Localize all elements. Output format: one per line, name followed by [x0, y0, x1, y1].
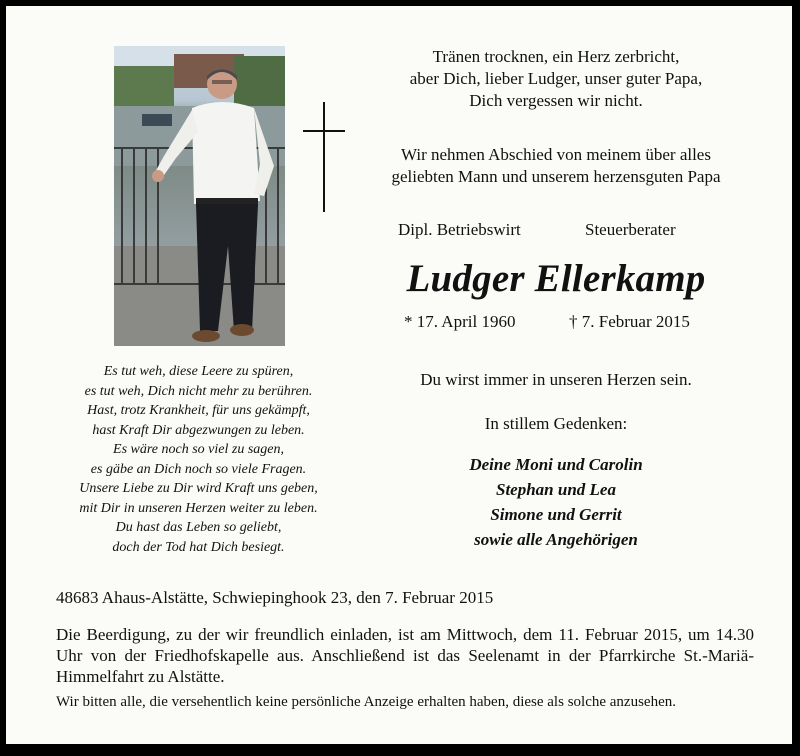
birth-date: * 17. April 1960 — [404, 312, 516, 331]
farewell-text — [356, 144, 756, 188]
poem-line: Du hast das Leben so geliebt, — [115, 520, 282, 535]
cross-icon — [303, 102, 345, 212]
death-date: † 7. Februar 2015 — [569, 312, 690, 331]
title-profession: Steuerberater — [585, 220, 676, 239]
farewell-line: Wir nehmen Abschied von meinem über alles — [401, 145, 711, 164]
verse-top — [356, 46, 756, 112]
address-line: 48683 Ahaus-Alstätte, Schwiepinghook 23, den 7. Februar 2015 — [56, 588, 494, 607]
family-member: sowie alle Angehörigen — [474, 530, 638, 549]
poem-line: Hast, trotz Krankheit, für uns gekämpft, — [87, 403, 310, 418]
obituary-card — [6, 6, 792, 744]
title-degree: Dipl. Betriebswirt — [398, 220, 521, 239]
gedenken-heading: In stillem Gedenken: — [484, 414, 628, 433]
funeral-details: Die Beerdigung, zu der wir freundlich einladen, ist am Mittwoch, dem 11. Februar 2015, um 14.30 Uhr von der Friedhofskapelle aus. Anschließend ist das Seelenamt in der Pfarrkirche St.-Mariä-Himmelfahrt zu Alstätte. — [56, 625, 754, 686]
family-member: Simone und Gerrit — [490, 505, 622, 524]
poem-line: hast Kraft Dir abgezwungen zu leben. — [92, 422, 305, 438]
farewell-line: geliebten Mann und unserem herzensguten Papa — [391, 167, 721, 186]
poem-line: es gäbe an Dich noch so viele Fragen. — [90, 461, 307, 477]
poem-line: Es wäre noch so viel zu sagen, — [113, 442, 284, 457]
verse-line: Dich vergessen wir nicht. — [469, 91, 643, 110]
poem-line: doch der Tod hat Dich besiegt. — [112, 539, 285, 555]
poem-line: Es tut weh, diese Leere zu spüren, — [103, 364, 294, 379]
family-member: Deine Moni und Carolin — [469, 455, 643, 474]
deceased-name: Ludger Ellerkamp — [406, 257, 706, 300]
portrait-photo — [114, 46, 285, 346]
portrait-illustration — [114, 46, 285, 346]
poem-line: mit Dir in unseren Herzen weiter zu leben. — [79, 500, 318, 516]
notice-note: Wir bitten alle, die versehentlich keine persönliche Anzeige erhalten haben, diese als solche anzusehen. — [56, 694, 676, 710]
poem — [46, 362, 351, 557]
remember-line: Du wirst immer in unseren Herzen sein. — [420, 370, 692, 389]
poem-line: Unsere Liebe zu Dir wird Kraft uns geben, — [79, 481, 318, 496]
family-member: Stephan und Lea — [496, 480, 616, 499]
verse-line: Tränen trocknen, ein Herz zerbricht, — [432, 47, 680, 66]
family-list — [356, 452, 756, 552]
verse-line: aber Dich, lieber Ludger, unser guter Papa, — [409, 69, 703, 88]
poem-line: es tut weh, Dich nicht mehr zu berühren. — [84, 383, 313, 399]
